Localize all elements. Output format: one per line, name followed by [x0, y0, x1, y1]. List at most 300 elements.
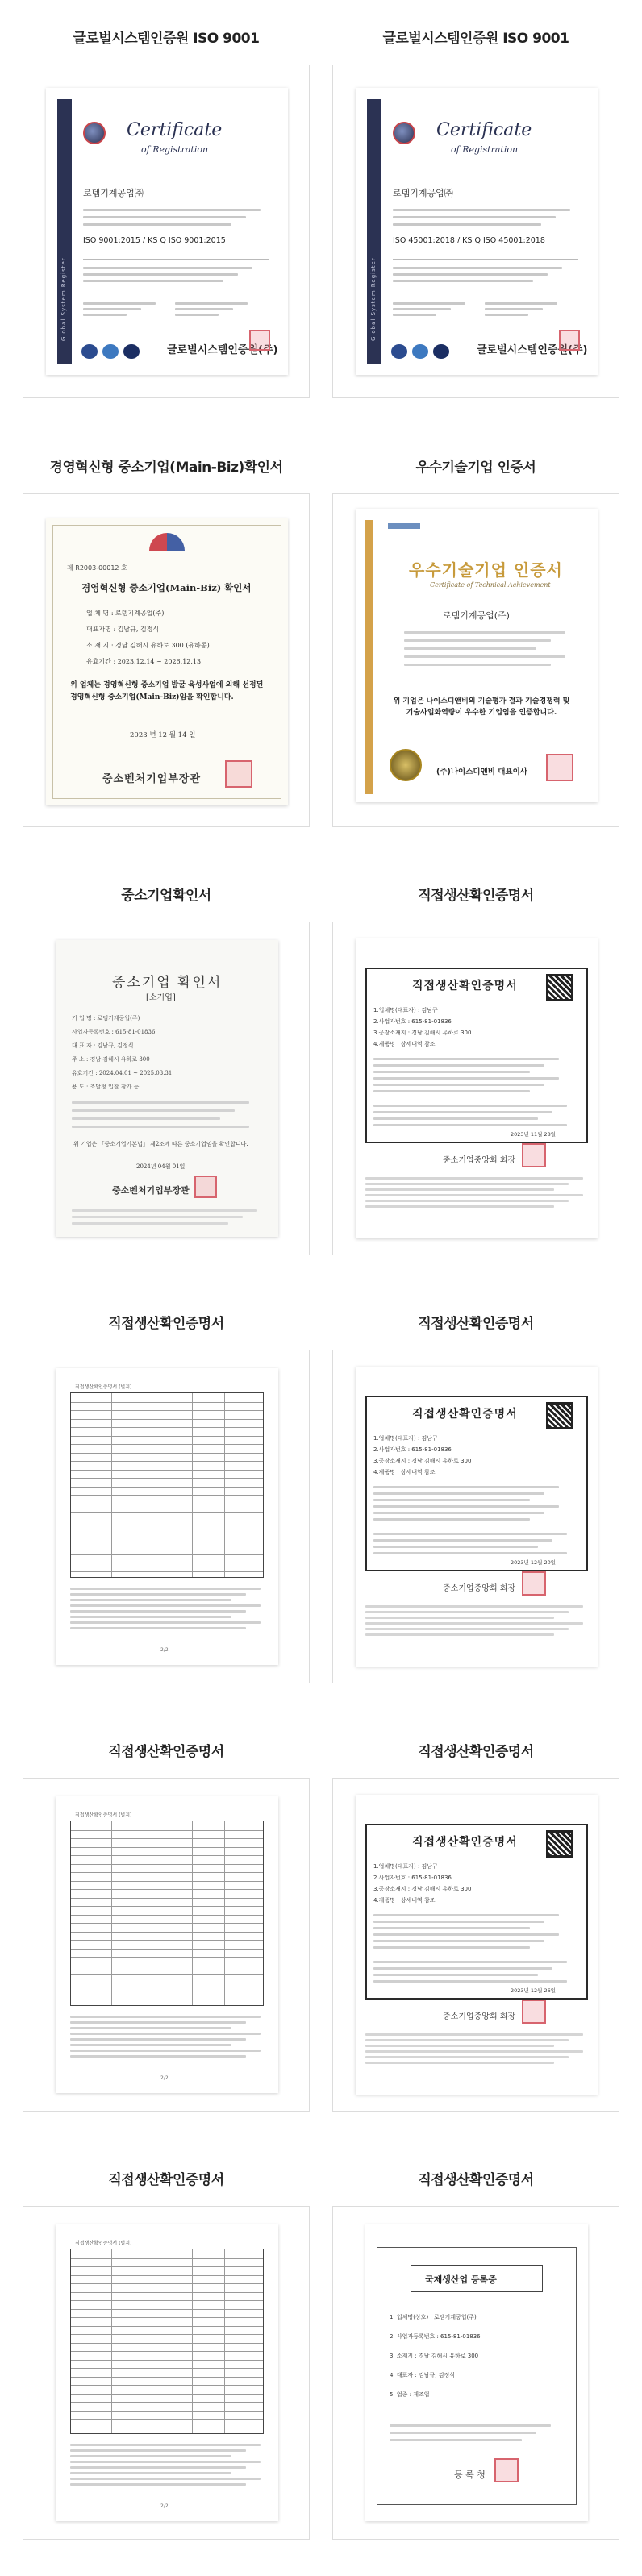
- table-column-divider: [224, 1393, 225, 1577]
- text-line: [365, 2039, 569, 2041]
- issue-date: 2024년 04월 01일: [136, 1163, 186, 1170]
- text-line: [70, 1604, 261, 1607]
- product-table: [70, 1392, 264, 1578]
- text-line: [83, 314, 127, 316]
- text-line: [373, 1090, 530, 1092]
- text-line: [373, 1111, 552, 1113]
- issuer-name: 중소기업중앙회 회장: [443, 2012, 516, 2021]
- table-row: [71, 1864, 263, 1865]
- certificate-field: 유효기간 : 2024.04.01 ~ 2025.03.31: [72, 1070, 173, 1076]
- certificate-number: 제 R2003-00012 호: [67, 564, 127, 572]
- table-row: [71, 2368, 263, 2369]
- text-line: [83, 273, 238, 276]
- text-line: [373, 1921, 544, 1923]
- issuer-name: 글로벌시스템인증원(주): [477, 344, 588, 356]
- text-line: [70, 2055, 246, 2058]
- issue-date: 2023년 11월 28일: [511, 1131, 557, 1138]
- text-line: [373, 1546, 538, 1548]
- text-line: [83, 308, 141, 310]
- table-row: [71, 2377, 263, 2378]
- text-line: [404, 639, 551, 642]
- official-seal-icon: [522, 1143, 546, 1167]
- text-line: [70, 2033, 261, 2035]
- text-line: [70, 2044, 231, 2046]
- certificate-card[interactable]: [332, 2206, 619, 2540]
- table-row: [71, 1461, 263, 1462]
- issuer-name: (주)나이스디앤비 대표이사: [436, 768, 527, 776]
- text-line: [373, 1105, 567, 1107]
- certificate-title: 경영혁신형 중소기업(Main-Biz)확인서: [49, 460, 283, 476]
- certificate-heading: 직접생산확인증명서: [412, 980, 518, 993]
- text-line: [373, 1539, 552, 1542]
- table-row: [71, 1940, 263, 1941]
- text-line: [70, 2050, 261, 2052]
- certificate-title: 직접생산확인증명서: [108, 1744, 224, 1760]
- table-row: [71, 2258, 263, 2259]
- table-row: [71, 1898, 263, 1899]
- text-line: [393, 314, 436, 316]
- issuer-name: 중소벤처기업부장관: [102, 773, 202, 785]
- table-row: [71, 1554, 263, 1555]
- table-row: [71, 2292, 263, 2293]
- page-number: 2/2: [160, 1647, 169, 1653]
- product-table: [70, 2249, 264, 2434]
- divider: [83, 259, 269, 260]
- text-line: [373, 1940, 544, 1942]
- product-table: [70, 1821, 264, 2006]
- certificate-body: 위 업체는 경영혁신형 중소기업 발굴 육성사업에 의해 선정된 경영혁신형 중소기업(Main-Biz)임을 확인합니다.: [70, 681, 264, 701]
- text-line: [373, 1084, 544, 1086]
- certificate-field: 4.제품명 : 상세내역 참조: [373, 1469, 436, 1475]
- official-seal-icon: [494, 2458, 519, 2482]
- table-row: [71, 2402, 263, 2403]
- table-column-divider: [111, 2249, 112, 2433]
- direct-production-detail-document: [56, 1368, 278, 1665]
- certificate-cell: [23, 23, 310, 398]
- certificate-subheading: Certificate of Technical Achievement: [430, 581, 551, 589]
- accreditation-logos: [81, 344, 146, 360]
- text-line: [365, 1611, 569, 1613]
- text-line: [70, 2478, 261, 2480]
- certificate-card[interactable]: [332, 493, 619, 827]
- table-row: [71, 1923, 263, 1924]
- text-line: [393, 223, 541, 226]
- certificate-title: 직접생산확인증명서: [418, 1316, 534, 1332]
- certificate-cell: [332, 1308, 619, 1683]
- certificate-field: 1.업체명(대표자) : 김남규: [373, 1863, 438, 1870]
- table-row: [71, 1487, 263, 1488]
- certificate-field: 3. 소재지 : 경남 김해시 유하로 300: [390, 2353, 479, 2359]
- table-row: [71, 2266, 263, 2267]
- certificate-card[interactable]: [23, 2206, 310, 2540]
- certificate-field: 대 표 자 : 김남규, 김정식: [72, 1042, 134, 1049]
- text-line: [393, 280, 533, 282]
- text-line: [175, 302, 248, 305]
- text-line: [373, 1499, 530, 1501]
- text-line: [70, 2483, 246, 2486]
- qr-code-icon: [546, 1830, 573, 1858]
- text-line: [365, 1200, 569, 1202]
- certificate-field: 2.사업자번호 : 615-81-01836: [373, 1875, 452, 1881]
- accreditation-mark-icon: [81, 344, 98, 359]
- text-line: [70, 1627, 246, 1629]
- company-name: 로뎀기계공업㈜: [83, 188, 144, 198]
- certificate-cell: [332, 2164, 619, 2540]
- text-line: [390, 2424, 551, 2427]
- certificate-field: 3.공장소재지 : 경남 김해시 유하로 300: [373, 1458, 472, 1464]
- text-line: [485, 314, 528, 316]
- table-row: [71, 1410, 263, 1411]
- text-line: [365, 2050, 583, 2053]
- certificate-card[interactable]: [332, 1350, 619, 1683]
- table-row: [71, 2360, 263, 2361]
- certificate-card[interactable]: [23, 65, 310, 398]
- text-line: [485, 302, 557, 305]
- certificate-field: 대표자명 : 김남규, 김정식: [86, 626, 160, 633]
- technology-certificate-document: [356, 509, 598, 802]
- certificate-field: 1. 업체명(상호) : 로뎀기계공업(주): [390, 2314, 477, 2320]
- certificate-title: 직접생산확인증명서: [418, 2172, 534, 2188]
- table-row: [71, 1957, 263, 1958]
- certificate-heading: Certificate: [436, 120, 532, 140]
- table-row: [71, 2343, 263, 2344]
- text-line: [70, 2449, 246, 2452]
- text-line: [72, 1101, 249, 1104]
- page-number: 2/2: [160, 2075, 169, 2081]
- iso-standard: ISO 45001:2018 / KS Q ISO 45001:2018: [393, 236, 545, 245]
- text-line: [365, 1628, 569, 1630]
- text-line: [83, 216, 246, 218]
- certificate-card[interactable]: [23, 1778, 310, 2112]
- mainbiz-certificate-document: [46, 518, 288, 805]
- table-row: [71, 2419, 263, 2420]
- text-line: [373, 1512, 544, 1514]
- gold-medal-icon: [390, 749, 422, 781]
- certificate-field: 2.사업자번호 : 615-81-01836: [373, 1018, 452, 1025]
- text-line: [404, 631, 565, 634]
- page-number: 2/2: [160, 2503, 169, 2509]
- certificate-field: 3.공장소재지 : 경남 김해시 유하로 300: [373, 1886, 472, 1892]
- certificate-cell: [23, 452, 310, 827]
- text-line: [390, 2432, 536, 2434]
- text-line: [365, 2056, 569, 2058]
- certificate-cell: [23, 2164, 310, 2540]
- official-seal-icon: [249, 330, 270, 351]
- iso-certificate-document: [356, 88, 598, 375]
- iso-certificate-document: [46, 88, 288, 375]
- side-band-text: Global System Register: [60, 257, 67, 341]
- text-line: [390, 2439, 522, 2441]
- accreditation-logos: [391, 344, 456, 360]
- issuer-name: 중소벤처기업부장관: [112, 1185, 190, 1196]
- text-line: [373, 1518, 530, 1521]
- official-seal-icon: [522, 2000, 546, 2024]
- text-line: [83, 280, 223, 282]
- text-line: [175, 308, 233, 310]
- official-seal-icon: [194, 1176, 217, 1198]
- certificate-card[interactable]: [332, 1778, 619, 2112]
- text-line: [373, 1486, 559, 1488]
- table-row: [71, 1436, 263, 1437]
- table-column-divider: [224, 1821, 225, 2005]
- text-line: [373, 1967, 552, 1970]
- table-row: [71, 2275, 263, 2276]
- certificate-subheading: of Registration: [141, 144, 209, 155]
- accreditation-mark-icon: [391, 344, 407, 359]
- text-line: [373, 1961, 567, 1963]
- table-row: [71, 1830, 263, 1831]
- text-line: [70, 2021, 246, 2024]
- table-row: [71, 2309, 263, 2310]
- table-row: [71, 1847, 263, 1848]
- certificate-subheading: [소기업]: [146, 993, 176, 1002]
- text-line: [70, 2461, 261, 2463]
- text-line: [404, 664, 551, 666]
- text-line: [373, 1064, 544, 1067]
- qr-code-icon: [546, 1402, 573, 1429]
- certificate-title: 중소기업확인서: [121, 888, 211, 904]
- text-line: [365, 2062, 554, 2064]
- certificate-field: 소 재 지 : 경남 김해시 유하로 300 (유하동): [86, 642, 210, 649]
- table-row: [71, 2334, 263, 2335]
- official-seal-icon: [522, 1571, 546, 1596]
- text-line: [70, 2016, 261, 2018]
- certificate-heading: 직접생산확인증명서: [412, 1408, 518, 1421]
- text-line: [373, 1117, 538, 1120]
- company-name: 로뎀기계공업(주): [443, 610, 510, 621]
- certificate-card[interactable]: [23, 1350, 310, 1683]
- text-line: [72, 1117, 220, 1120]
- text-line: [72, 1222, 228, 1225]
- table-row: [71, 1427, 263, 1428]
- issuer-name: 중소기업중앙회 회장: [443, 1584, 516, 1593]
- certificate-heading: 국제생산업 등록증: [425, 2274, 497, 2285]
- text-line: [373, 1492, 544, 1495]
- text-line: [365, 1205, 554, 1208]
- accreditation-mark-icon: [102, 344, 119, 359]
- text-line: [175, 314, 219, 316]
- certificate-cell: [23, 1736, 310, 2112]
- text-line: [83, 209, 261, 211]
- table-row: [71, 1915, 263, 1916]
- text-line: [373, 1933, 559, 1936]
- text-line: [365, 1633, 554, 1636]
- direct-production-detail-document: [56, 2224, 278, 2521]
- certificate-heading: 직접생산확인증명서 (별지): [75, 1384, 132, 1390]
- text-line: [70, 2027, 231, 2029]
- certificate-body: 위 기업은 「중소기업기본법」 제2조에 따른 중소기업임을 확인합니다.: [73, 1141, 248, 1147]
- table-column-divider: [111, 1393, 112, 1577]
- certificate-field: 주 소 : 경남 김해시 유하로 300: [72, 1056, 150, 1063]
- globe-logo-icon: [83, 122, 106, 144]
- text-line: [70, 1621, 261, 1624]
- table-row: [71, 1906, 263, 1907]
- official-seal-icon: [225, 760, 252, 788]
- text-line: [373, 1974, 538, 1976]
- accreditation-mark-icon: [123, 344, 140, 359]
- certificate-field: 유효기간 : 2023.12.14 ~ 2026.12.13: [86, 658, 202, 665]
- certificate-field: 5. 업종 : 제조업: [390, 2391, 430, 2398]
- text-line: [70, 1588, 261, 1590]
- text-line: [373, 1071, 530, 1073]
- certificate-cell: [332, 880, 619, 1255]
- text-line: [393, 267, 562, 269]
- certificate-title: 우수기술기업 인증서: [415, 460, 536, 476]
- table-row: [71, 1889, 263, 1890]
- text-line: [365, 1605, 583, 1608]
- text-line: [373, 1552, 567, 1554]
- table-row: [71, 1478, 263, 1479]
- direct-production-certificate-document: [356, 938, 598, 1238]
- text-line: [365, 1188, 554, 1191]
- table-row: [71, 1402, 263, 1403]
- text-line: [365, 1194, 583, 1196]
- text-line: [83, 267, 252, 269]
- table-row: [71, 2283, 263, 2284]
- text-line: [393, 302, 465, 305]
- table-row: [71, 1855, 263, 1856]
- text-line: [70, 2444, 261, 2446]
- text-line: [373, 1124, 567, 1126]
- certificate-field: 2.사업자번호 : 615-81-01836: [373, 1446, 452, 1453]
- certificate-card[interactable]: [332, 65, 619, 398]
- certificate-field: 2. 사업자등록번호 : 615-81-01836: [390, 2333, 481, 2340]
- text-line: [70, 1593, 246, 1596]
- certificate-title: 직접생산확인증명서: [108, 1316, 224, 1332]
- text-line: [373, 1533, 567, 1535]
- issue-date: 2023년 12월 20일: [511, 1559, 557, 1566]
- certificate-cell: [23, 880, 310, 1255]
- text-line: [83, 302, 156, 305]
- table-column-divider: [224, 2249, 225, 2433]
- text-line: [70, 1610, 246, 1613]
- certificate-heading: 우수기술기업 인증서: [409, 560, 563, 580]
- text-line: [373, 1914, 559, 1916]
- table-column-divider: [192, 1393, 193, 1577]
- table-row: [71, 2326, 263, 2327]
- text-line: [404, 655, 565, 658]
- text-line: [72, 1209, 257, 1212]
- iso-standard: ISO 9001:2015 / KS Q ISO 9001:2015: [83, 236, 226, 245]
- certificate-field: 업 체 명 : 로뎀기계공업(주): [86, 610, 165, 617]
- side-band: [57, 99, 72, 364]
- issuer-logo-icon: [388, 523, 420, 529]
- official-seal-icon: [559, 330, 580, 351]
- text-line: [83, 223, 231, 226]
- side-band: [365, 520, 373, 794]
- direct-production-certificate-document: [356, 1367, 598, 1667]
- certificate-heading: Certificate: [127, 120, 223, 140]
- certificate-cell: [332, 452, 619, 827]
- certificate-field: 용 도 : 조달청 입찰 참가 등: [72, 1084, 140, 1090]
- certificate-cell: [332, 23, 619, 398]
- qr-code-icon: [546, 974, 573, 1001]
- side-band: [367, 99, 381, 364]
- certificate-field: 4. 대표자 : 김남규, 김정식: [390, 2372, 456, 2378]
- certificate-heading: 직접생산확인증명서 (별지): [75, 1812, 132, 1818]
- side-band-text: Global System Register: [370, 257, 377, 341]
- certificate-title: 직접생산확인증명서: [418, 888, 534, 904]
- divider: [393, 259, 578, 260]
- certificate-heading: 중소기업 확인서: [112, 975, 223, 991]
- issuer-name: 중소기업중앙회 회장: [443, 1156, 516, 1165]
- text-line: [70, 1599, 231, 1601]
- certificate-title: 글로벌시스템인증원 ISO 9001: [73, 31, 260, 47]
- text-line: [393, 209, 570, 211]
- table-row: [71, 1974, 263, 1975]
- certificate-field: 사업자등록번호 : 615-81-01836: [72, 1029, 156, 1035]
- certificate-field: 기 업 명 : 로뎀기계공업(주): [72, 1015, 140, 1022]
- table-row: [71, 2394, 263, 2395]
- text-line: [373, 1946, 530, 1949]
- issue-date: 2023 년 12 월 14 일: [130, 731, 196, 739]
- issuer-name: 글로벌시스템인증원(주): [167, 344, 278, 356]
- text-line: [373, 1058, 559, 1060]
- table-row: [71, 1495, 263, 1496]
- text-line: [373, 1505, 559, 1508]
- text-line: [72, 1126, 249, 1128]
- text-line: [70, 1616, 231, 1618]
- text-line: [485, 308, 543, 310]
- certificate-field: 1.업체명(대표자) : 김남규: [373, 1435, 438, 1442]
- table-column-divider: [192, 1821, 193, 2005]
- certificate-field: 4.제품명 : 상세내역 참조: [373, 1897, 436, 1904]
- certificate-heading: 직접생산확인증명서: [412, 1836, 518, 1849]
- company-name: 로뎀기계공업㈜: [393, 188, 453, 198]
- certificate-field: 4.제품명 : 상세내역 참조: [373, 1041, 436, 1047]
- table-column-divider: [111, 1821, 112, 2005]
- text-line: [373, 1927, 530, 1929]
- table-column-divider: [192, 2249, 193, 2433]
- text-line: [70, 2466, 246, 2469]
- table-row: [71, 1453, 263, 1454]
- certificate-card[interactable]: [332, 922, 619, 1255]
- issue-date: 2023년 12월 26일: [511, 1987, 557, 1994]
- text-line: [393, 216, 556, 218]
- certificate-card[interactable]: [23, 493, 310, 827]
- table-row: [71, 2317, 263, 2318]
- text-line: [365, 2045, 554, 2047]
- text-line: [365, 1177, 583, 1180]
- direct-production-certificate-document: [356, 1795, 598, 2095]
- text-line: [393, 308, 451, 310]
- table-row: [71, 2351, 263, 2352]
- table-row: [71, 1571, 263, 1572]
- table-row: [71, 2300, 263, 2301]
- table-row: [71, 1444, 263, 1445]
- accreditation-mark-icon: [433, 344, 449, 359]
- certificate-card[interactable]: [23, 922, 310, 1255]
- table-row: [71, 1419, 263, 1420]
- table-row: [71, 2385, 263, 2386]
- certificate-body: 위 기업은 나이스디앤비의 기술평가 결과 기술경쟁력 및 기술사업화역량이 우수한 기업임을 인증합니다.: [393, 697, 570, 717]
- text-line: [365, 1617, 554, 1619]
- text-line: [365, 1183, 569, 1185]
- text-line: [70, 2455, 231, 2457]
- globe-logo-icon: [393, 122, 415, 144]
- text-line: [365, 2033, 583, 2036]
- text-line: [373, 1077, 559, 1080]
- table-row: [71, 1838, 263, 1839]
- certificate-cell: [23, 1308, 310, 1683]
- certificate-title: 글로벌시스템인증원 ISO 9001: [382, 31, 569, 47]
- accreditation-mark-icon: [412, 344, 428, 359]
- table-row: [71, 2411, 263, 2412]
- text-line: [365, 1622, 583, 1625]
- table-row: [71, 1470, 263, 1471]
- registration-certificate-document: [365, 2224, 588, 2521]
- certificate-title: 직접생산확인증명서: [108, 2172, 224, 2188]
